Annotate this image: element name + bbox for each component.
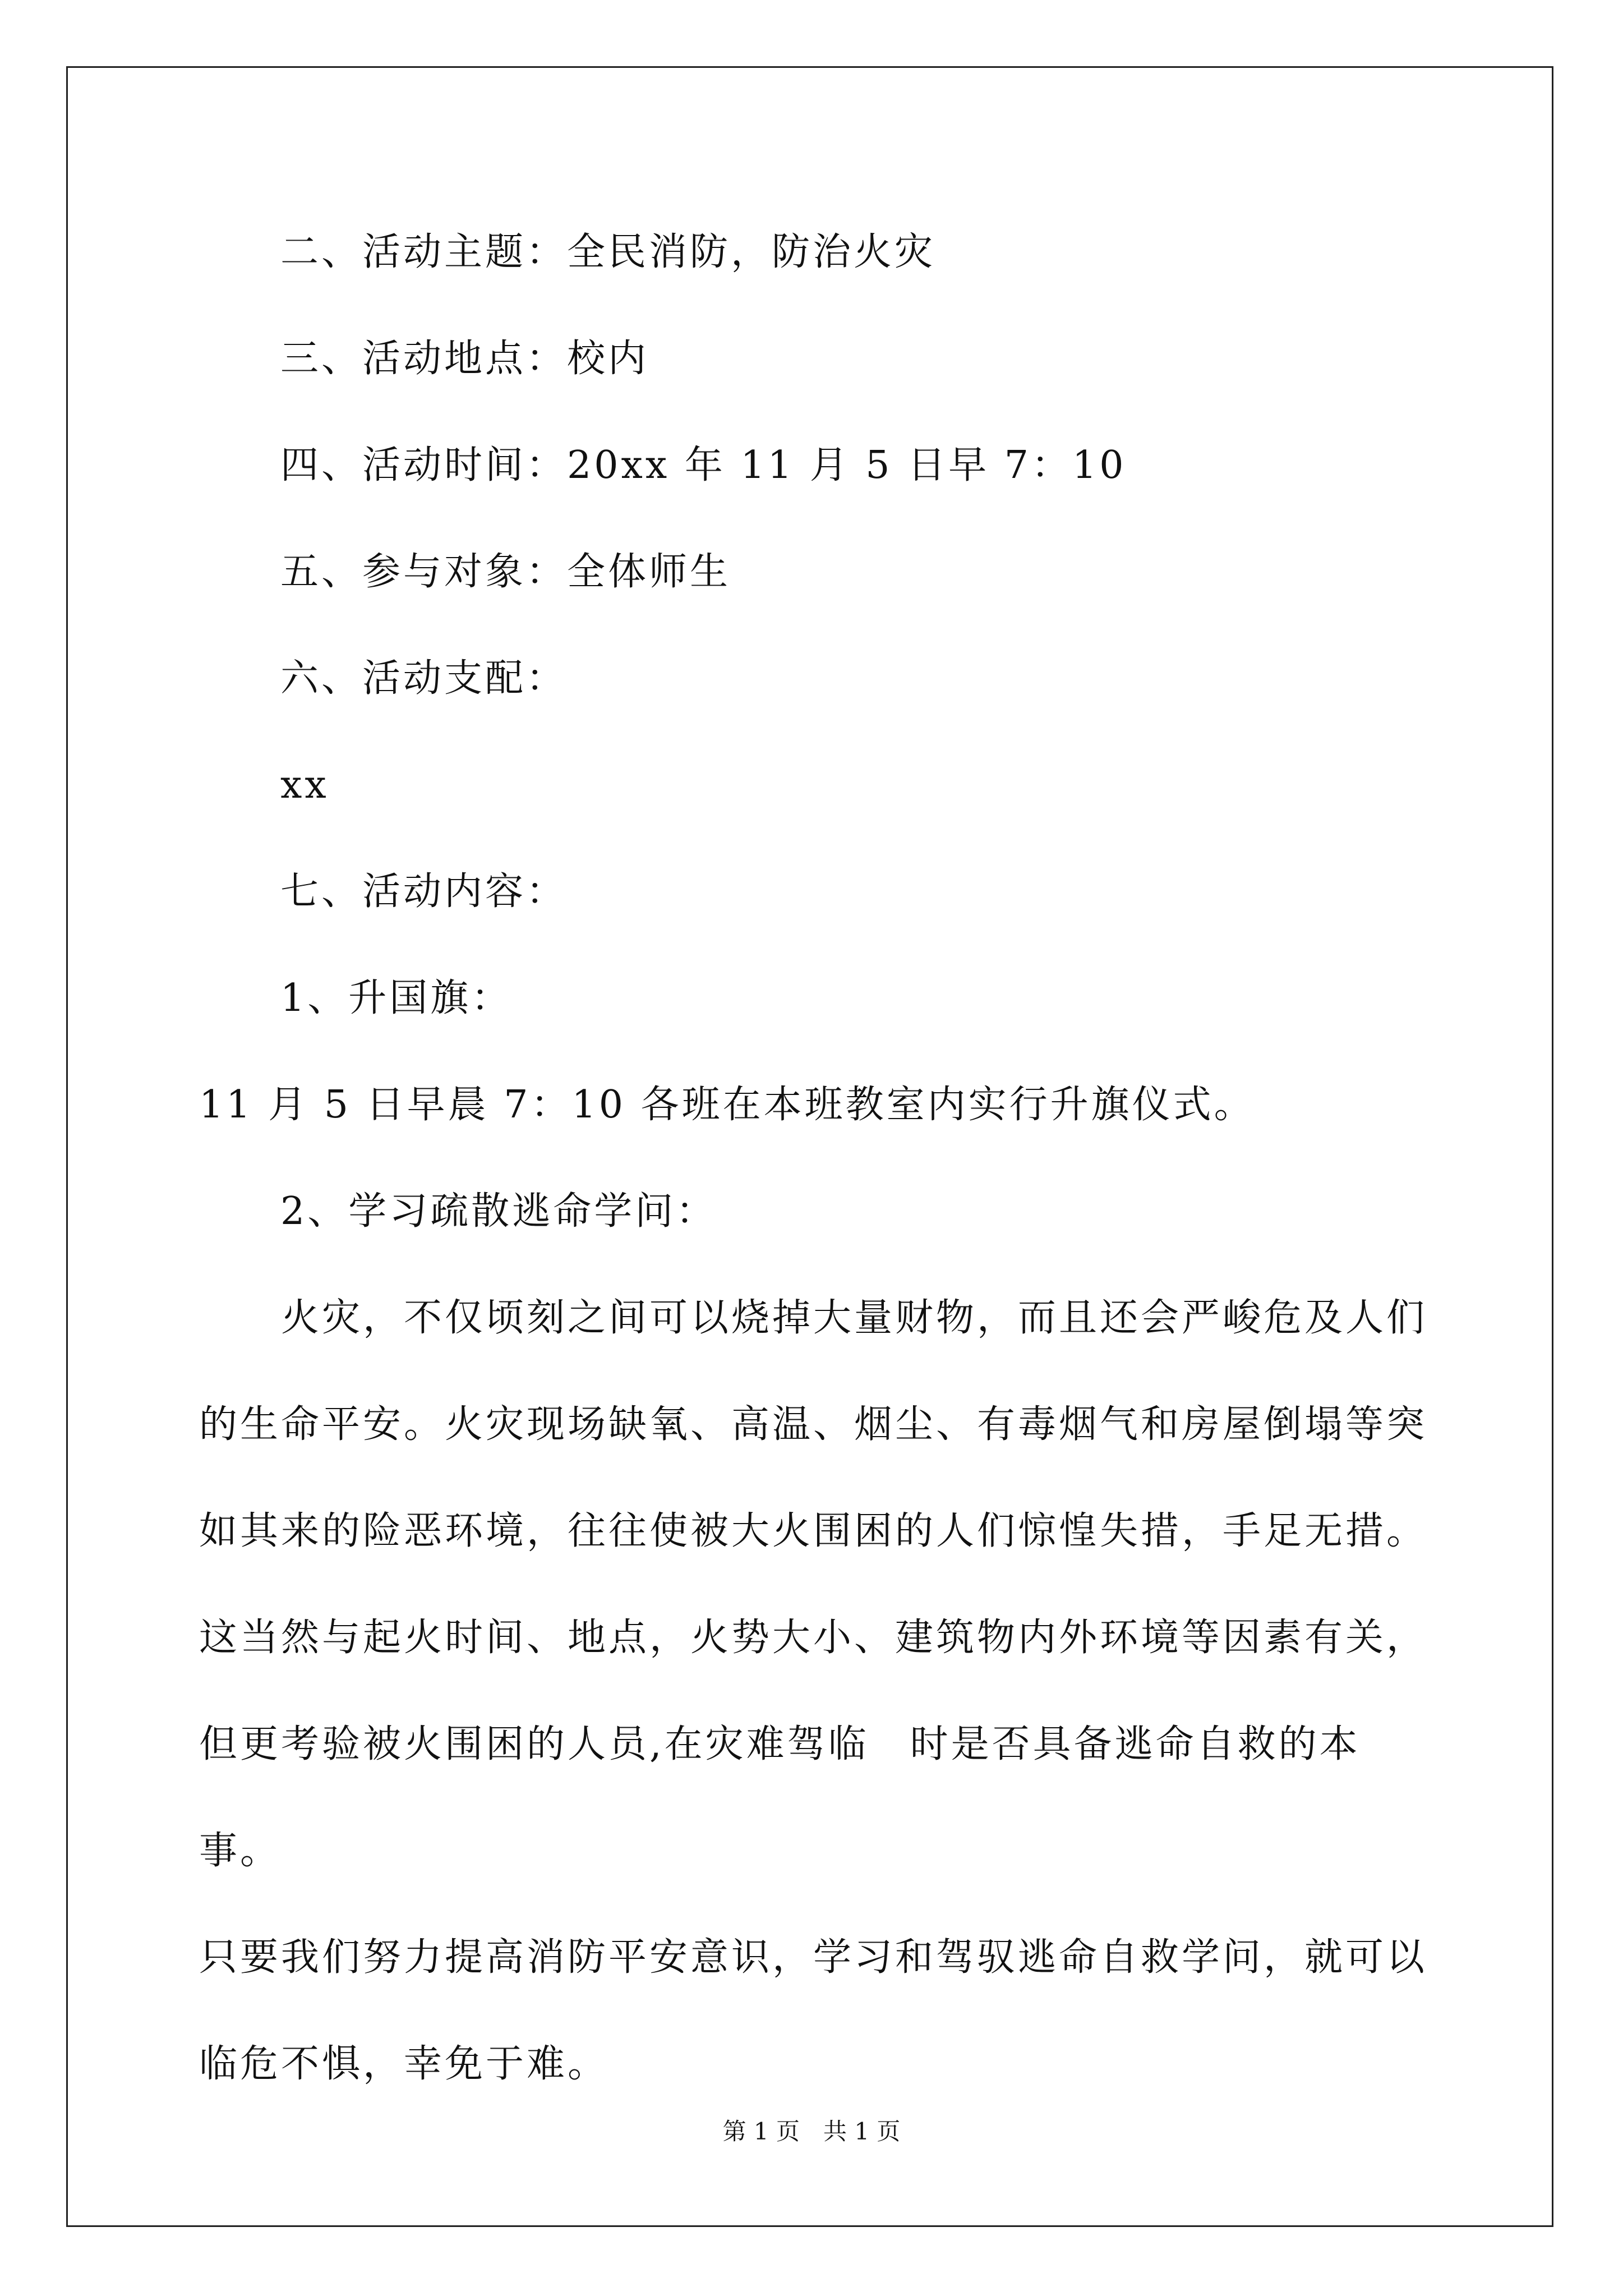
section-time: 四、活动时间：20xx 年 11 月 5 日早 7：10 — [280, 443, 1127, 487]
paragraph-line: 的生命平安。火灾现场缺氧、高温、烟尘、有毒烟气和房屋倒塌等突 — [199, 1402, 1428, 1447]
paragraph-line: 只要我们努力提高消防平安意识，学习和驾驭逃命自救学问，就可以 — [199, 1935, 1428, 1980]
paragraph-line: 火灾，不仅顷刻之间可以烧掉大量财物，而且还会严峻危及人们 — [199, 1296, 1428, 1340]
section-theme: 二、活动主题：全民消防，防治火灾 — [280, 230, 936, 274]
paragraph-line: 临危不惧，幸免于难。 — [199, 2042, 609, 2086]
section-location: 三、活动地点：校内 — [280, 337, 649, 381]
section-participants: 五、参与对象：全体师生 — [280, 550, 731, 594]
item-flag-raising: 1、升国旗： — [280, 976, 513, 1020]
page-footer: 第 1 页 共 1 页 — [722, 2118, 901, 2145]
paragraph-line: 如其来的险恶环境，往往使被大火围困的人们惊惶失措，手足无措。 — [199, 1509, 1428, 1553]
item-evacuation: 2、学习疏散逃命学问： — [280, 1189, 717, 1234]
flag-raising-detail: 11 月 5 日早晨 7：10 各班在本班教室内实行升旗仪式。 — [199, 1083, 1255, 1127]
body-paragraph — [199, 1265, 1438, 2118]
section-arrangement: 六、活动支配： — [280, 656, 568, 701]
paragraph-line: 这当然与起火时间、地点，火势大小、建筑物内外环境等因素有关， — [199, 1616, 1428, 1660]
arrangement-value: xx — [280, 763, 329, 807]
paragraph-line: 但更考验被火围困的人员,在灾难驾临 时是否具备逃命自救的本事。 — [199, 1722, 1361, 1873]
section-content: 七、活动内容： — [280, 869, 568, 914]
